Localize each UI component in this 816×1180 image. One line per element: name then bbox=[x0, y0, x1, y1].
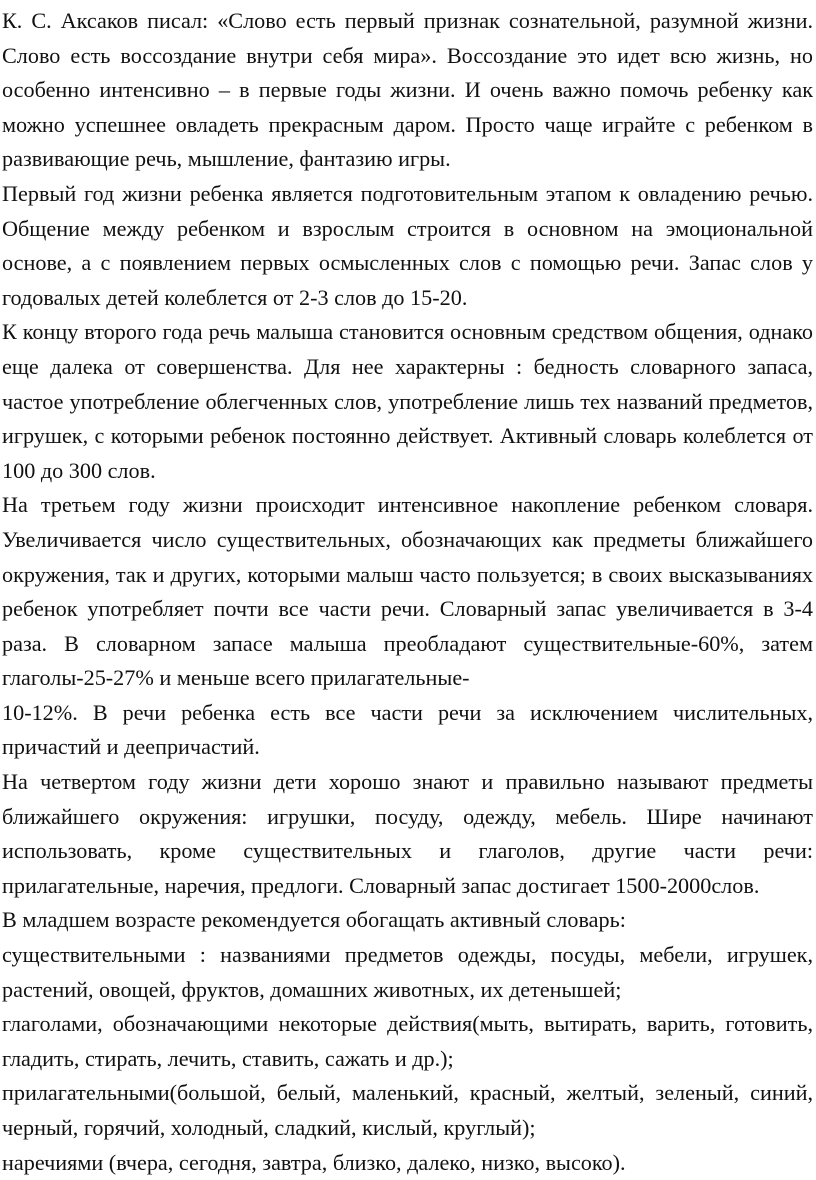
list-item-adverbs: наречиями (вчера, сегодня, завтра, близко, далеко, низко, высоко). bbox=[2, 1149, 626, 1175]
paragraph-third-year-continued: 10-12%. В речи ребенка есть все части речи за исключением числительных, причастий и деепричастий. bbox=[2, 699, 813, 760]
paragraph-recommendation-intro: В младшем возрасте рекомендуется обогащать активный словарь: bbox=[2, 907, 626, 933]
list-item-nouns: существительными : названиями предметов одежды, посуды, мебели, игрушек, растений, овощей, фруктов, домашних животных, их детенышей; bbox=[2, 942, 813, 1002]
paragraph-fourth-year: На четвертом году жизни дети хорошо знают и правильно называют предметы ближайшего окружения: игрушки, посуду, одежду, мебель. Шире начинают использовать, кроме существительных и глаголов, другие части речи: прилагательные, наречия, предлоги. Словарный запас достигает 1500-2000слов. bbox=[2, 769, 813, 898]
paragraph-second-year: К концу второго года речь малыша становится основным средством общения, однако еще далека от совершенства. Для нее характерны : бедность словарного запаса, частое употребление облегченных слов, употребление лишь тех названий предметов, игрушек, с которыми ребенок постоянно действует. Активный словарь колеблется от 100 до 300 слов. bbox=[2, 319, 813, 483]
paragraph-first-year: Первый год жизни ребенка является подготовительным этапом к овладению речью. Общение между ребенком и взрослым строится в основном на эмоциональной основе, а с появлением первых осмысленных слов с помощью речи. Запас слов у годовалых детей колеблется от 2-3 слов до 15-20. bbox=[2, 180, 813, 310]
paragraph-aksakov-quote: К. С. Аксаков писал: «Слово есть первый признак сознательной, разумной жизни. Слово есть воссоздание внутри себя мира». Воссоздание это идет всю жизнь, но особенно интенсивно – в первые годы жизни. И очень важно помочь ребенку как можно успешнее овладеть прекрасным даром. Просто чаще играйте с ребенком в развивающие речь, мышление, фантазию игры. bbox=[2, 8, 813, 172]
paragraph-third-year: На третьем году жизни происходит интенсивное накопление ребенком словаря. Увеличивается число существительных, обозначающих как предметы ближайшего окружения, так и других, которыми малыш часто пользуется; в своих высказываниях ребенок употребляет почти все части речи. Словарный запас увеличивается в 3-4 раза. В словарном запасе малыша преобладают существительные-60%, затем глаголы-25-27% и меньше всего прилагательные- bbox=[2, 492, 813, 691]
list-item-verbs: глаголами, обозначающими некоторые действия(мыть, вытирать, варить, готовить, гладить, стирать, лечить, ставить, сажать и др.); bbox=[2, 1011, 813, 1071]
list-item-adjectives: прилагательными(большой, белый, маленький, красный, желтый, зеленый, синий, черный, горячий, холодный, сладкий, кислый, круглый); bbox=[2, 1080, 813, 1140]
document-page bbox=[2, 4, 813, 1180]
